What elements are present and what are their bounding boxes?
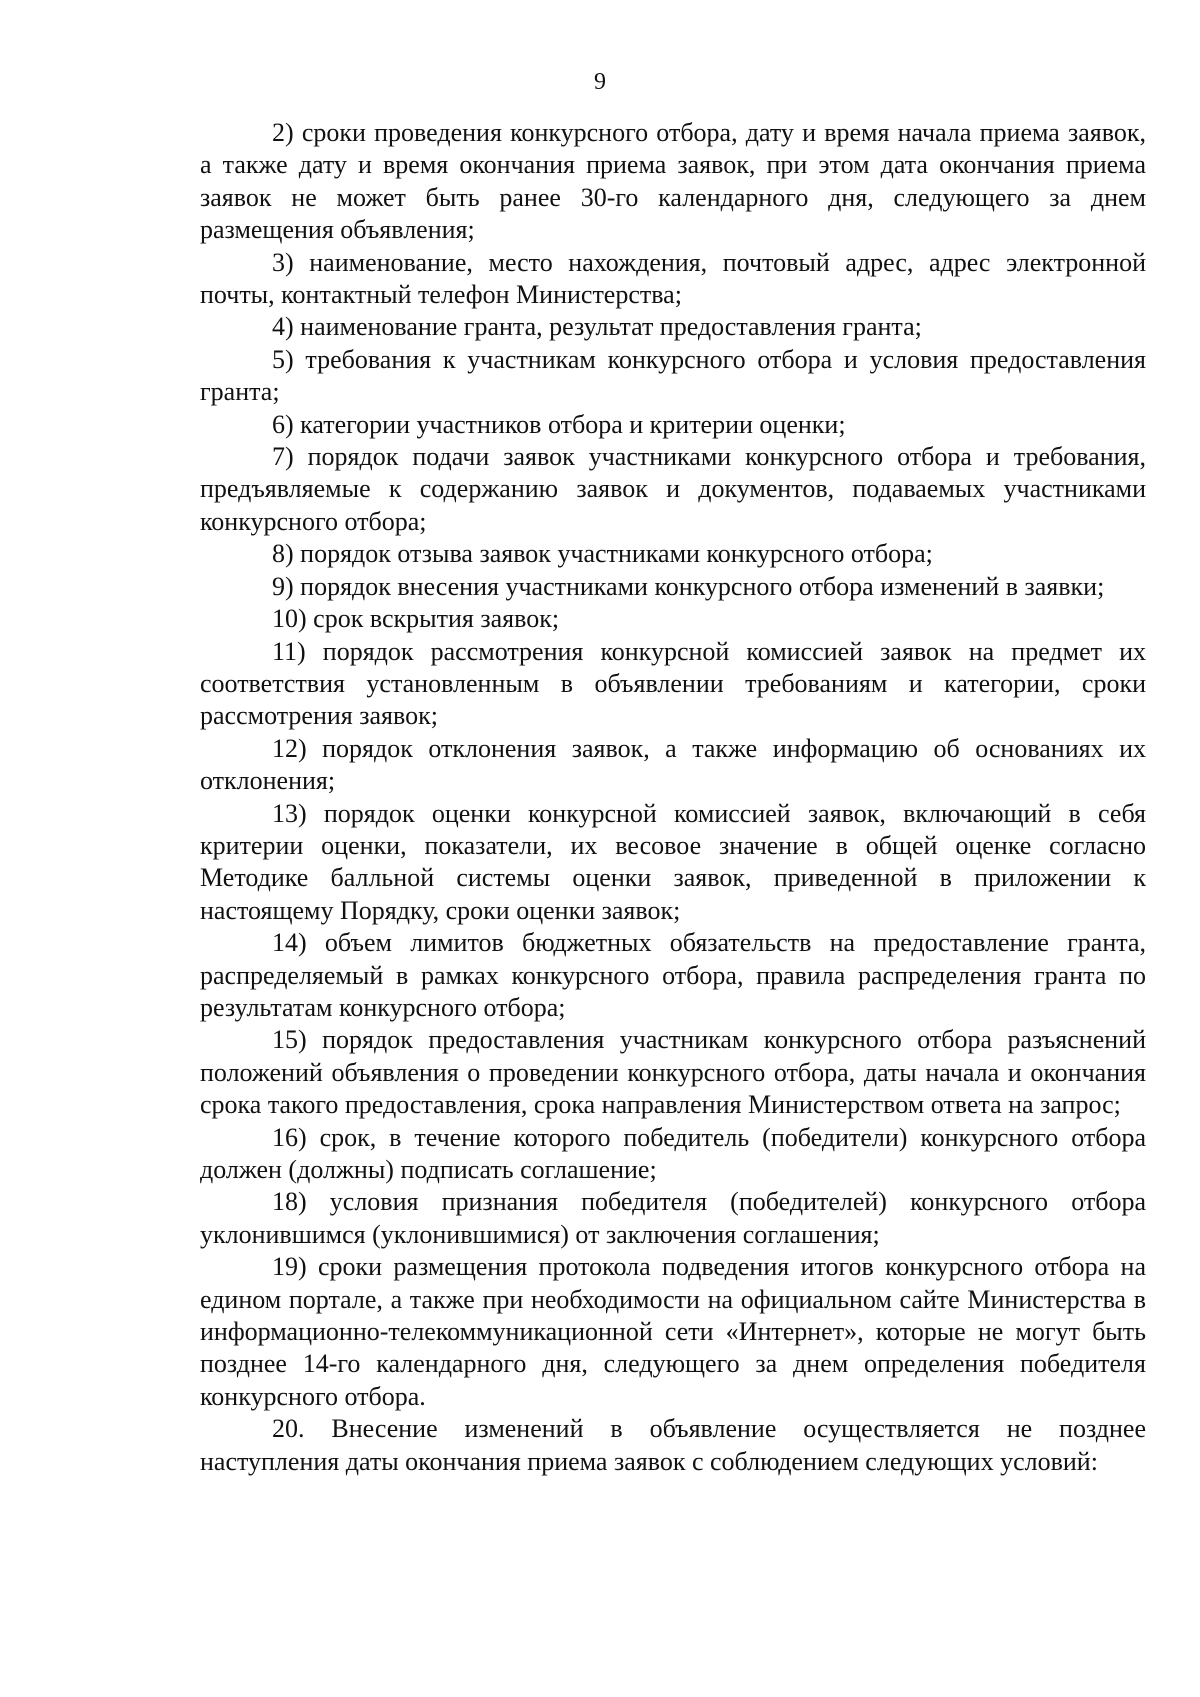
list-item-5: 5) требования к участникам конкурсного отбора и условия предоставления гранта; [200,344,1146,407]
list-item-10: 10) срок вскрытия заявок; [272,604,560,634]
list-item-14: 14) объем лимитов бюджетных обязательств на предоставление гранта, распределяемый в рамках конкурсного отбора, правила распределения гранта по результатам конкурсного отбора; [200,928,1146,1022]
list-item-19: 19) сроки размещения протокола подведения итогов конкурсного отбора на едином портале, а также при необходимости на официальном сайте Министерства в информационно-телекоммуникационной сети «Интернет», которые не могут быть позднее 14-го календарного дня, следующего за днем определения победителя конкурсного отбора. [200,1252,1146,1411]
list-item-2: 2) сроки проведения конкурсного отбора, дату и время начала приема заявок, а также дату и время окончания приема заявок, при этом дата окончания приема заявок не может быть ранее 30-го календарного дня, следующего за днем размещения объявления; [200,118,1146,245]
list-item-8: 8) порядок отзыва заявок участниками конкурсного отбора; [272,539,933,569]
list-item-6: 6) категории участников отбора и критерии оценки; [272,409,846,439]
list-item-3: 3) наименование, место нахождения, почтовый адрес, адрес электронной почты, контактный телефон Министерства; [200,247,1146,310]
list-item-7: 7) порядок подачи заявок участниками конкурсного отбора и требования, предъявляемые к содержанию заявок и документов, подаваемых участниками конкурсного отбора; [200,442,1146,536]
page-number: 9 [594,69,606,95]
list-item-9: 9) порядок внесения участниками конкурсного отбора изменений в заявки; [272,571,1105,601]
list-item-13: 13) порядок оценки конкурсной комиссией заявок, включающий в себя критерии оценки, показатели, их весовое значение в общей оценке согласно Методике балльной системы оценки заявок, приведенной в приложении к настоящему Порядку, сроки оценки заявок; [200,798,1146,925]
list-item-11: 11) порядок рассмотрения конкурсной комиссией заявок на предмет их соответствия установленным в объявлении требованиям и категории, сроки рассмотрения заявок; [200,636,1146,731]
section-20-paragraph: 20. Внесение изменений в объявление осуществляется не позднее наступления даты окончания приема заявок с соблюдением следующих условий: [200,1414,1146,1476]
list-item-15: 15) порядок предоставления участникам конкурсного отбора разъяснений положений объявления о проведении конкурсного отбора, даты начала и окончания срока такого предоставления, срока направления Министерством ответа на запрос; [200,1025,1146,1120]
list-item-16: 16) срок, в течение которого победитель (победители) конкурсного отбора должен (должны) подписать соглашение; [200,1122,1146,1184]
list-item-12: 12) порядок отклонения заявок, а также информацию об основаниях их отклонения; [200,733,1146,796]
list-item-18: 18) условия признания победителя (победителей) конкурсного отбора уклонившимся (уклонившимися) от заключения соглашения; [200,1187,1146,1249]
document-body [200,117,1146,1478]
list-item-4: 4) наименование гранта, результат предоставления гранта; [272,312,922,342]
